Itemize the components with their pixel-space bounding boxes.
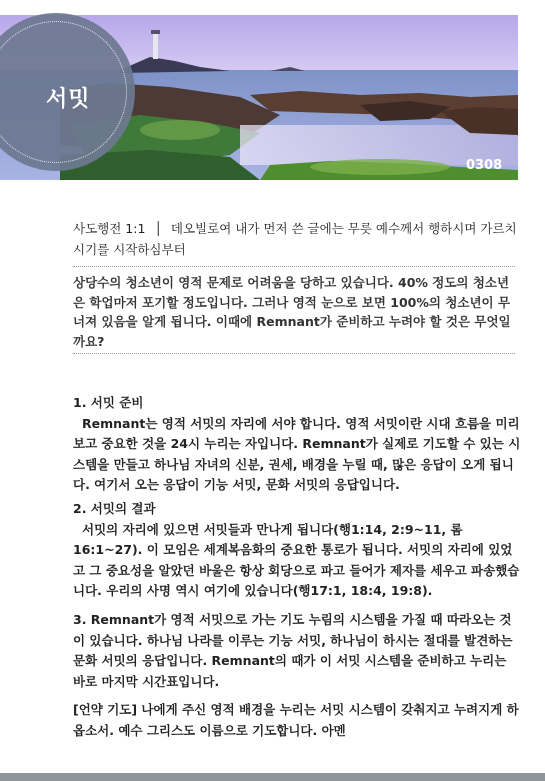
- section-1-body: Remnant는 영적 서밋의 자리에 서야 합니다. 영적 서밋이란 시대 흐름을 미리 보고 중요한 것을 24시 누리는 자입니다. Remnant가 실제로 기도할 수 있는 시스템을 만들고 하나님 자녀의 신분, 권세, 배경을 누릴 때, 많은 응답이 오게 됩니다. 여기서 오는 응답이 기능 서밋, 문화 서밋의 응답입니다.: [73, 415, 521, 492]
- divider-bottom: [73, 353, 515, 354]
- section-1: [73, 393, 521, 496]
- verse-reference: 사도행전 1:1: [73, 221, 146, 236]
- footer-bar: [0, 773, 545, 781]
- divider-top: [73, 266, 515, 267]
- verse-block: [73, 218, 523, 260]
- date-code: 0308: [466, 158, 503, 173]
- section-1-heading: 1. 서밋 준비: [73, 395, 144, 410]
- section-2-heading: 2. 서밋의 결과: [73, 501, 156, 516]
- section-2-body: 서밋의 자리에 있으면 서밋들과 만나게 됩니다(행1:14, 2:9~11, 롬16:1~27). 이 모임은 세계복음화의 중요한 통로가 됩니다. 서밋의 자리에 있었고 그 중요성을 알았던 바울은 항상 회당으로 파고 들어가 제자를 세우고 파송했습니다. 우리의 사명 역시 여기에 있습니다(행17:1, 18:4, 19:8).: [73, 521, 520, 598]
- section-3-body: 3. Remnant가 영적 서밋으로 가는 기도 누림의 시스템을 가질 때 따라오는 것이 있습니다. 하나님 나라를 이루는 기능 서밋, 하나님이 하시는 절대를 발견하는 문화 서밋의 응답입니다. Remnant의 때가 이 서밋 시스템을 준비하고 누리는 바로 마지막 시간표입니다.: [73, 612, 513, 689]
- verse-text: 데오빌로여 내가 먼저 쓴 글에는 무릇 예수께서 행하시며 가르치시기를 시작하심부터: [73, 221, 517, 257]
- section-2: [73, 499, 521, 602]
- section-3: [73, 610, 521, 692]
- prayer-block: [73, 700, 521, 741]
- prayer-text: [언약 기도] 나에게 주신 영적 배경을 누리는 서밋 시스템이 갖춰지고 누려지게 하옵소서. 예수 그리스도 이름으로 기도합니다. 아멘: [73, 702, 519, 738]
- intro-paragraph: 상당수의 청소년이 영적 문제로 어려움을 당하고 있습니다. 40% 정도의 청소년은 학업마저 포기할 정도입니다. 그러나 영적 눈으로 보면 100%의 청소년이 무너져 있음을 알게 됩니다. 이때에 Remnant가 준비하고 누려야 할 것은 무엇일까요?: [73, 275, 511, 349]
- page-title: 서밋: [46, 87, 91, 112]
- verse-separator: │: [154, 221, 162, 236]
